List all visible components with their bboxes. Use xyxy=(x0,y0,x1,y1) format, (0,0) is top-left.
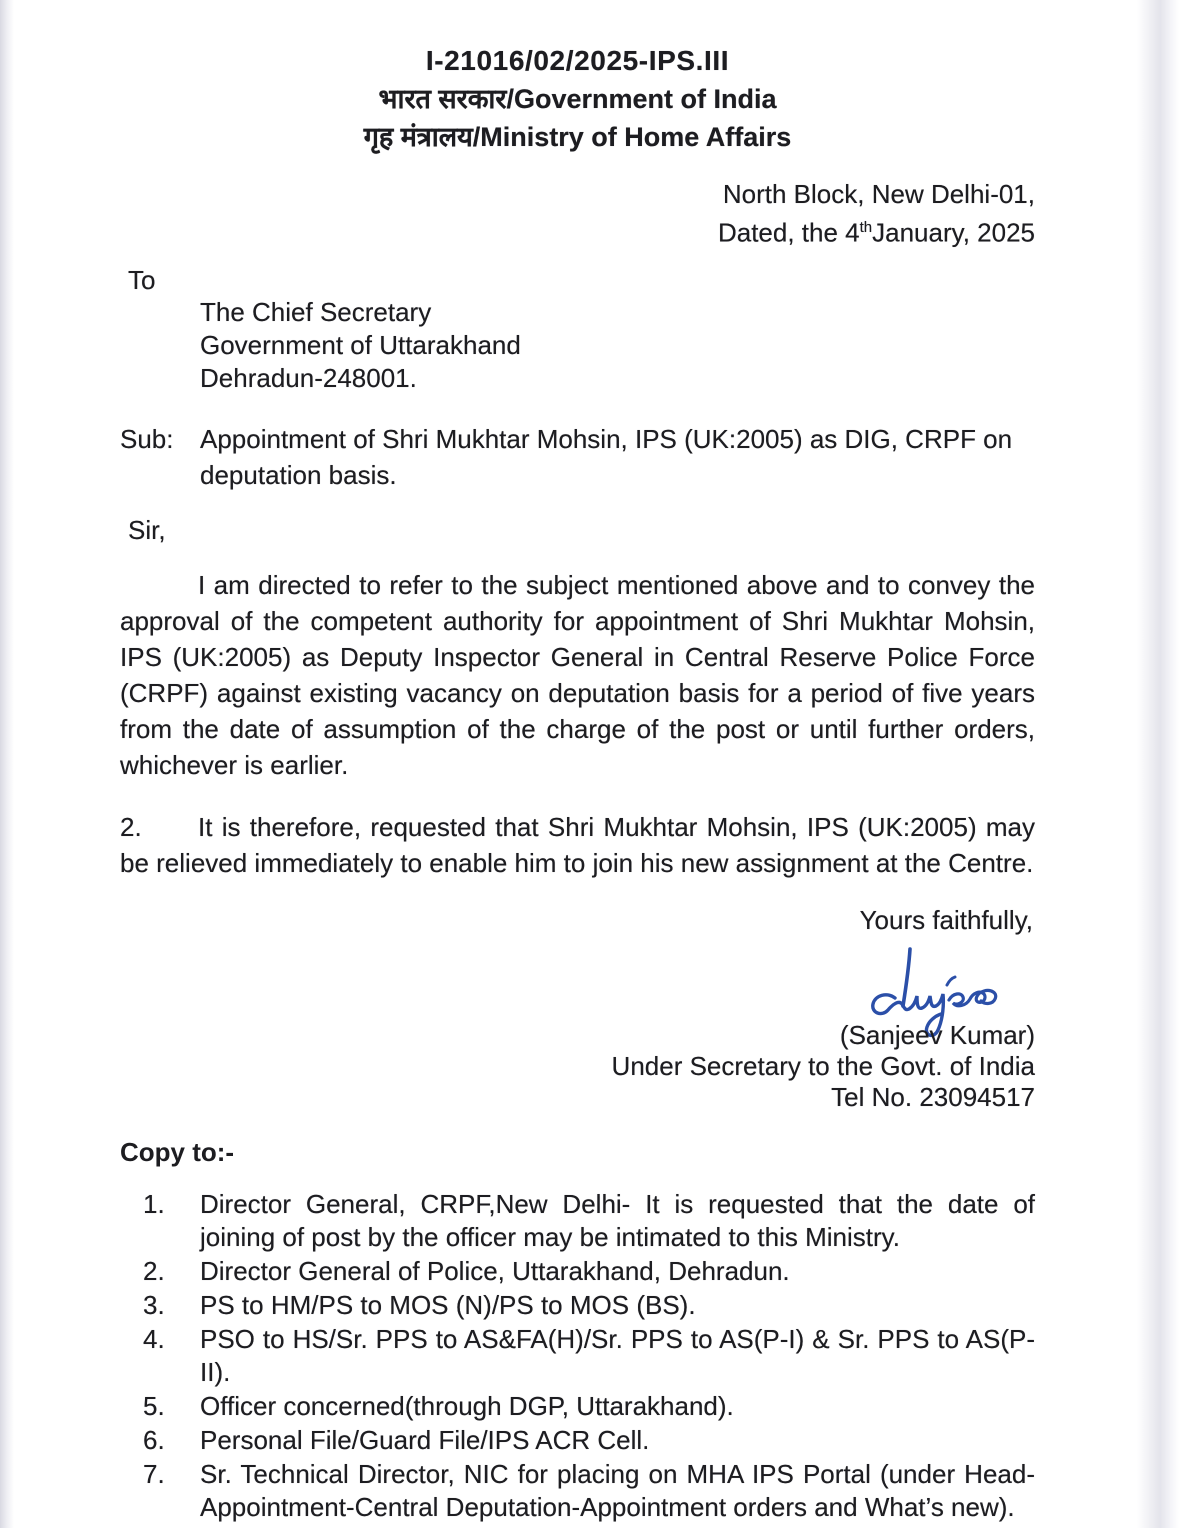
copy-item-number: 5. xyxy=(143,1390,165,1421)
copy-to-heading: Copy to:- xyxy=(120,1136,235,1167)
recipient-line-3: Dehradun-248001. xyxy=(200,362,417,393)
copy-list-item xyxy=(120,1424,1035,1457)
copy-list-item xyxy=(120,1255,1035,1288)
recipient-line-2: Government of Uttarakhand xyxy=(200,329,521,360)
subject-row xyxy=(120,421,1035,493)
copy-list-item xyxy=(120,1323,1035,1389)
body-paragraph-1: I am directed to refer to the subject mentioned above and to convey the approval of the competent authority for appointment of Shri Mukhtar Mohsin, IPS (UK:2005) as Deputy Inspector General in Central Reserve Police Force (CRPF) against existing vacancy on deputation basis for a period of five years from the date of assumption of the charge of the post or until further orders, whichever is earlier. xyxy=(120,569,1035,780)
page-left-edge-shadow xyxy=(0,0,14,1528)
paragraph-2-number: 2. xyxy=(120,811,142,842)
subject-text: Appointment of Shri Mukhtar Mohsin, IPS (UK:2005) as DIG, CRPF on deputation basis. xyxy=(200,423,1013,490)
date-line xyxy=(120,211,1035,250)
ministry-of-home-affairs-line: गृह मंत्रालय/Ministry of Home Affairs xyxy=(363,122,792,152)
date-ordinal-superscript: th xyxy=(859,219,873,236)
copy-list-item xyxy=(120,1188,1035,1254)
copy-item-number: 6. xyxy=(143,1424,165,1455)
signatory-title: Under Secretary to the Govt. of India xyxy=(611,1050,1035,1081)
copy-list-item xyxy=(120,1390,1035,1423)
signatory-name: (Sanjeev Kumar) xyxy=(839,1019,1035,1050)
salutation: Sir, xyxy=(128,514,166,545)
subject-label: Sub: xyxy=(120,423,174,454)
file-number: I-21016/02/2025-IPS.III xyxy=(425,45,730,76)
copy-item-number: 3. xyxy=(143,1289,165,1320)
copy-item-number: 1. xyxy=(143,1188,165,1219)
recipient-address xyxy=(200,296,1035,395)
copy-item-text: Director General, CRPF,New Delhi- It is requested that the date of joining of post by the officer may be intimated to this Ministry. xyxy=(200,1188,1035,1252)
copy-item-number: 2. xyxy=(143,1255,165,1286)
body-paragraph-2 xyxy=(120,809,1035,881)
copy-item-number: 4. xyxy=(143,1323,165,1354)
to-label: To xyxy=(128,264,156,295)
recipient-line-1: The Chief Secretary xyxy=(200,296,432,327)
copy-item-text: PSO to HS/Sr. PPS to AS&FA(H)/Sr. PPS to AS(P-I) & Sr. PPS to AS(P-II). xyxy=(200,1323,1035,1387)
date-suffix: January, 2025 xyxy=(872,217,1035,248)
copy-list-item xyxy=(120,1458,1035,1524)
copy-item-text: Director General of Police, Uttarakhand, Dehradun. xyxy=(200,1255,790,1286)
date-block xyxy=(120,178,1035,250)
copy-item-text: PS to HM/PS to MOS (N)/PS to MOS (BS). xyxy=(200,1289,696,1320)
page-right-edge-shadow xyxy=(1137,0,1179,1528)
letter-content xyxy=(120,0,1035,1524)
copy-item-text: Personal File/Guard File/IPS ACR Cell. xyxy=(200,1424,650,1455)
signature-area xyxy=(120,933,1035,1113)
place-line: North Block, New Delhi-01, xyxy=(722,179,1035,209)
government-of-india-line: भारत सरकार/Government of India xyxy=(378,84,777,114)
copy-item-text: Sr. Technical Director, NIC for placing on MHA IPS Portal (under Head- Appointment-Central Deputation-Appointment orders and What’s new). xyxy=(200,1458,1035,1522)
paragraph-2-text: It is therefore, requested that Shri Mukhtar Mohsin, IPS (UK:2005) may be relieved immediately to enable him to join his new assignment at the Centre. xyxy=(120,811,1035,878)
date-prefix: Dated, the 4 xyxy=(717,217,860,248)
copy-list-item xyxy=(120,1289,1035,1322)
copy-item-text: Officer concerned(through DGP, Uttarakhand). xyxy=(200,1390,734,1421)
letterhead xyxy=(120,42,1035,156)
copy-item-number: 7. xyxy=(143,1458,165,1489)
signatory-telephone: Tel No. 23094517 xyxy=(831,1081,1035,1112)
closing-phrase: Yours faithfully, xyxy=(859,904,1033,935)
copy-to-list xyxy=(120,1188,1035,1524)
